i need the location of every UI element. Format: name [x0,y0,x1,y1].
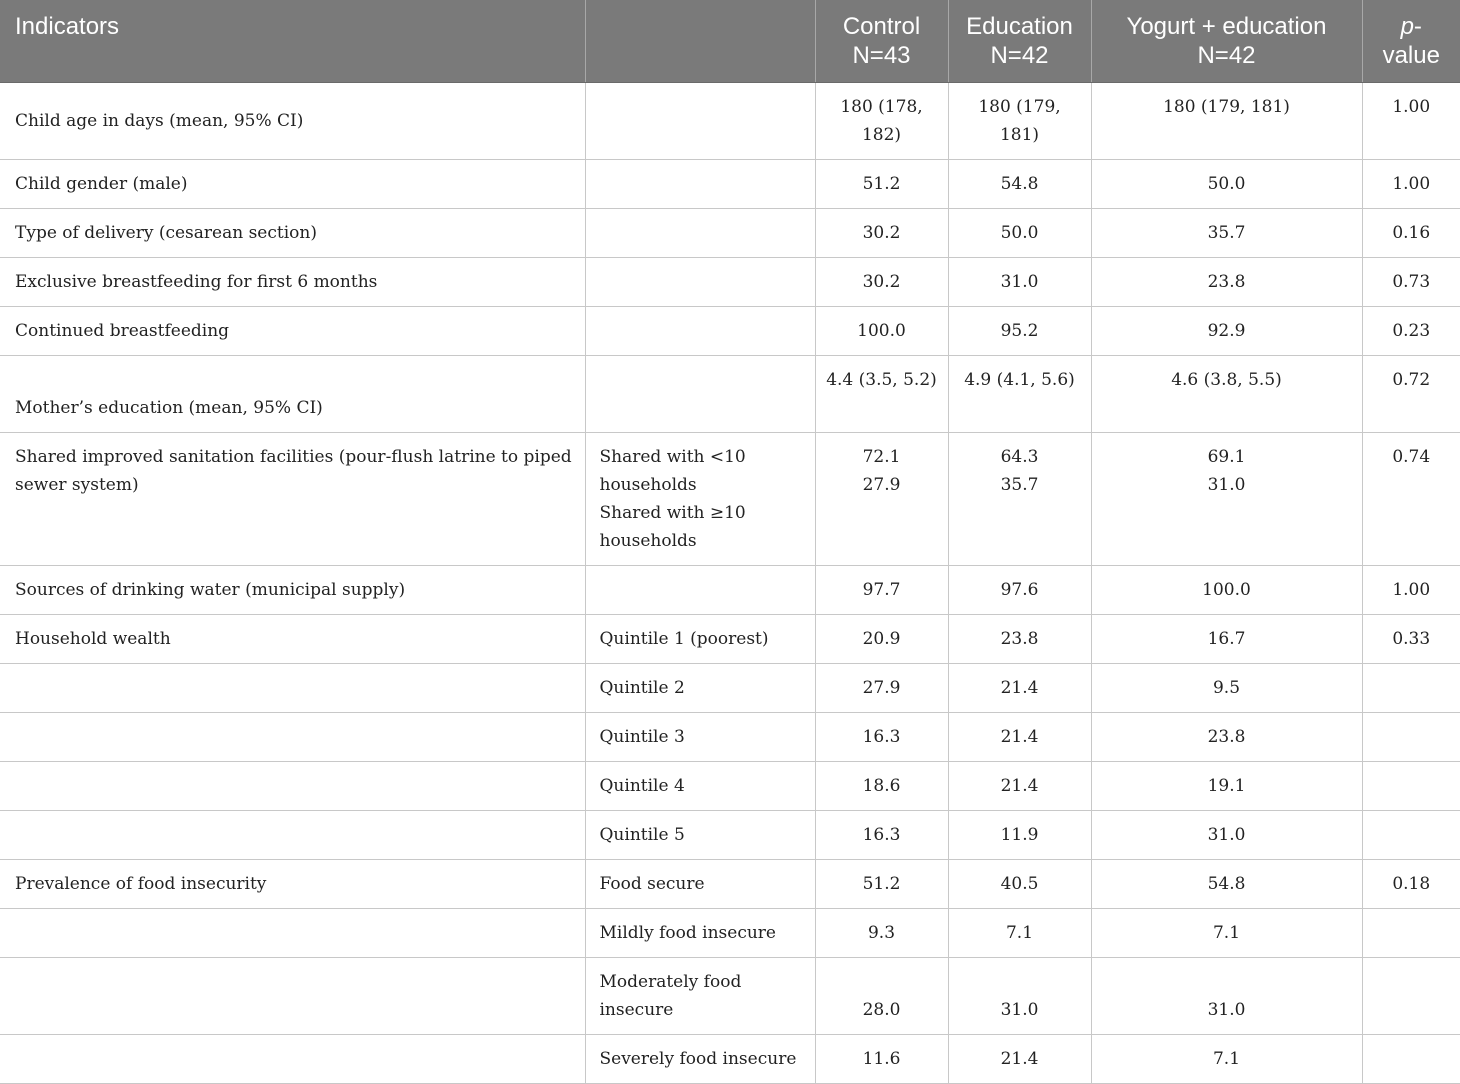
indicator-cell: Continued breastfeeding [0,306,585,355]
education-cell: 11.9 [948,810,1091,859]
control-cell: 28.0 [815,957,948,1034]
subcategory-cell [585,82,815,159]
subcategory-cell [585,306,815,355]
table-row [0,432,1460,565]
table-row [0,159,1460,208]
control-cell: 51.2 [815,159,948,208]
education-cell: 31.0 [948,957,1091,1034]
indicator-cell: Prevalence of food insecurity [0,859,585,908]
yogurt-cell: 31.0 [1091,957,1362,1034]
table-row [0,257,1460,306]
control-cell: 11.6 [815,1034,948,1083]
header-control-name: Control [842,13,921,40]
indicator-cell [0,712,585,761]
header-pvalue [1362,0,1460,82]
header-yogurt-n: N=42 [1197,42,1256,69]
yogurt-cell: 16.7 [1091,614,1362,663]
subcategory-cell: Quintile 5 [585,810,815,859]
yogurt-cell: 9.5 [1091,663,1362,712]
indicator-cell: Sources of drinking water (municipal supply) [0,565,585,614]
indicator-cell: Type of delivery (cesarean section) [0,208,585,257]
yogurt-cell [1091,432,1362,565]
yogurt-cell: 92.9 [1091,306,1362,355]
table-row [0,859,1460,908]
header-education [948,0,1091,82]
pvalue-cell: 0.72 [1362,355,1460,432]
subcategory-line: Shared with ≥10 households [599,502,746,551]
education-cell: 21.4 [948,1034,1091,1083]
subcategory-cell [585,159,815,208]
table-row [0,82,1460,159]
pvalue-cell: 1.00 [1362,159,1460,208]
header-education-name: Education [966,13,1073,40]
subcategory-cell: Mildly food insecure [585,908,815,957]
education-cell: 95.2 [948,306,1091,355]
control-cell: 100.0 [815,306,948,355]
table-row [0,908,1460,957]
subcategory-cell [585,355,815,432]
subcategory-cell [585,565,815,614]
pvalue-cell [1362,663,1460,712]
table-row [0,614,1460,663]
subcategory-cell: Food secure [585,859,815,908]
value-line: 64.3 [1000,446,1039,467]
table-row [0,1034,1460,1083]
control-cell: 16.3 [815,810,948,859]
education-cell: 97.6 [948,565,1091,614]
education-cell: 180 (179, 181) [948,82,1091,159]
control-cell: 27.9 [815,663,948,712]
pvalue-cell: 1.00 [1362,565,1460,614]
pvalue-cell [1362,761,1460,810]
indicator-cell: Exclusive breastfeeding for first 6 months [0,257,585,306]
subcategory-cell [585,257,815,306]
yogurt-cell: 31.0 [1091,810,1362,859]
indicator-cell: Mother’s education (mean, 95% CI) [0,355,585,432]
header-indicators: Indicators [0,0,585,82]
control-cell: 16.3 [815,712,948,761]
pvalue-cell: 1.00 [1362,82,1460,159]
table-row [0,761,1460,810]
table-row [0,957,1460,1034]
table-row [0,306,1460,355]
indicator-cell [0,810,585,859]
header-row [0,0,1460,82]
indicator-cell [0,663,585,712]
subcategory-cell: Quintile 3 [585,712,815,761]
yogurt-cell: 7.1 [1091,1034,1362,1083]
pvalue-cell: 0.73 [1362,257,1460,306]
header-pvalue-italic: p [1400,13,1414,40]
yogurt-cell: 50.0 [1091,159,1362,208]
pvalue-cell [1362,712,1460,761]
education-cell: 21.4 [948,761,1091,810]
indicator-cell [0,1034,585,1083]
pvalue-cell: 0.33 [1362,614,1460,663]
pvalue-cell: 0.18 [1362,859,1460,908]
control-cell: 97.7 [815,565,948,614]
pvalue-cell [1362,908,1460,957]
table-row [0,565,1460,614]
indicator-cell: Child age in days (mean, 95% CI) [0,82,585,159]
control-cell: 4.4 (3.5, 5.2) [815,355,948,432]
education-cell: 54.8 [948,159,1091,208]
indicator-cell: Household wealth [0,614,585,663]
education-cell: 50.0 [948,208,1091,257]
education-cell: 31.0 [948,257,1091,306]
education-cell [948,432,1091,565]
subcategory-line: Shared with <10 households [599,446,746,495]
header-control [815,0,948,82]
subcategory-cell: Quintile 4 [585,761,815,810]
control-cell: 51.2 [815,859,948,908]
header-yogurt [1091,0,1362,82]
indicator-cell [0,908,585,957]
header-pvalue-line1 [1373,12,1451,41]
subcategory-cell [585,208,815,257]
header-pvalue-line2: value [1382,42,1440,69]
control-cell: 20.9 [815,614,948,663]
indicator-cell [0,957,585,1034]
header-pvalue-dash: - [1413,13,1422,40]
pvalue-cell [1362,1034,1460,1083]
pvalue-cell: 0.16 [1362,208,1460,257]
yogurt-cell: 4.6 (3.8, 5.5) [1091,355,1362,432]
value-line: 27.9 [862,474,901,495]
yogurt-cell: 23.8 [1091,712,1362,761]
header-control-n: N=43 [852,42,911,69]
yogurt-cell: 7.1 [1091,908,1362,957]
indicator-cell: Child gender (male) [0,159,585,208]
yogurt-cell: 19.1 [1091,761,1362,810]
table-row [0,355,1460,432]
yogurt-cell: 23.8 [1091,257,1362,306]
education-cell: 40.5 [948,859,1091,908]
subcategory-cell: Moderately food insecure [585,957,815,1034]
control-cell: 30.2 [815,208,948,257]
control-cell: 180 (178, 182) [815,82,948,159]
yogurt-cell: 180 (179, 181) [1091,82,1362,159]
header-subcategory [585,0,815,82]
yogurt-cell: 100.0 [1091,565,1362,614]
pvalue-cell [1362,957,1460,1034]
pvalue-cell [1362,810,1460,859]
control-cell [815,432,948,565]
value-line: 31.0 [1207,474,1246,495]
value-line: 35.7 [1000,474,1039,495]
control-cell: 9.3 [815,908,948,957]
yogurt-cell: 54.8 [1091,859,1362,908]
education-cell: 21.4 [948,663,1091,712]
value-line: 69.1 [1207,446,1246,467]
table-row [0,712,1460,761]
control-cell: 30.2 [815,257,948,306]
yogurt-cell: 35.7 [1091,208,1362,257]
subcategory-cell: Severely food insecure [585,1034,815,1083]
education-cell: 23.8 [948,614,1091,663]
education-cell: 21.4 [948,712,1091,761]
pvalue-cell: 0.23 [1362,306,1460,355]
indicator-cell: Shared improved sanitation facilities (pour-flush latrine to piped sewer system) [0,432,585,565]
header-education-n: N=42 [990,42,1049,69]
education-cell: 7.1 [948,908,1091,957]
subcategory-cell: Quintile 1 (poorest) [585,614,815,663]
table-row [0,810,1460,859]
table-row [0,663,1460,712]
pvalue-cell: 0.74 [1362,432,1460,565]
header-yogurt-name: Yogurt + education [1126,13,1327,40]
education-cell: 4.9 (4.1, 5.6) [948,355,1091,432]
indicator-cell [0,761,585,810]
control-cell: 18.6 [815,761,948,810]
value-line: 72.1 [862,446,901,467]
subcategory-cell [585,432,815,565]
table-row [0,208,1460,257]
subcategory-cell: Quintile 2 [585,663,815,712]
